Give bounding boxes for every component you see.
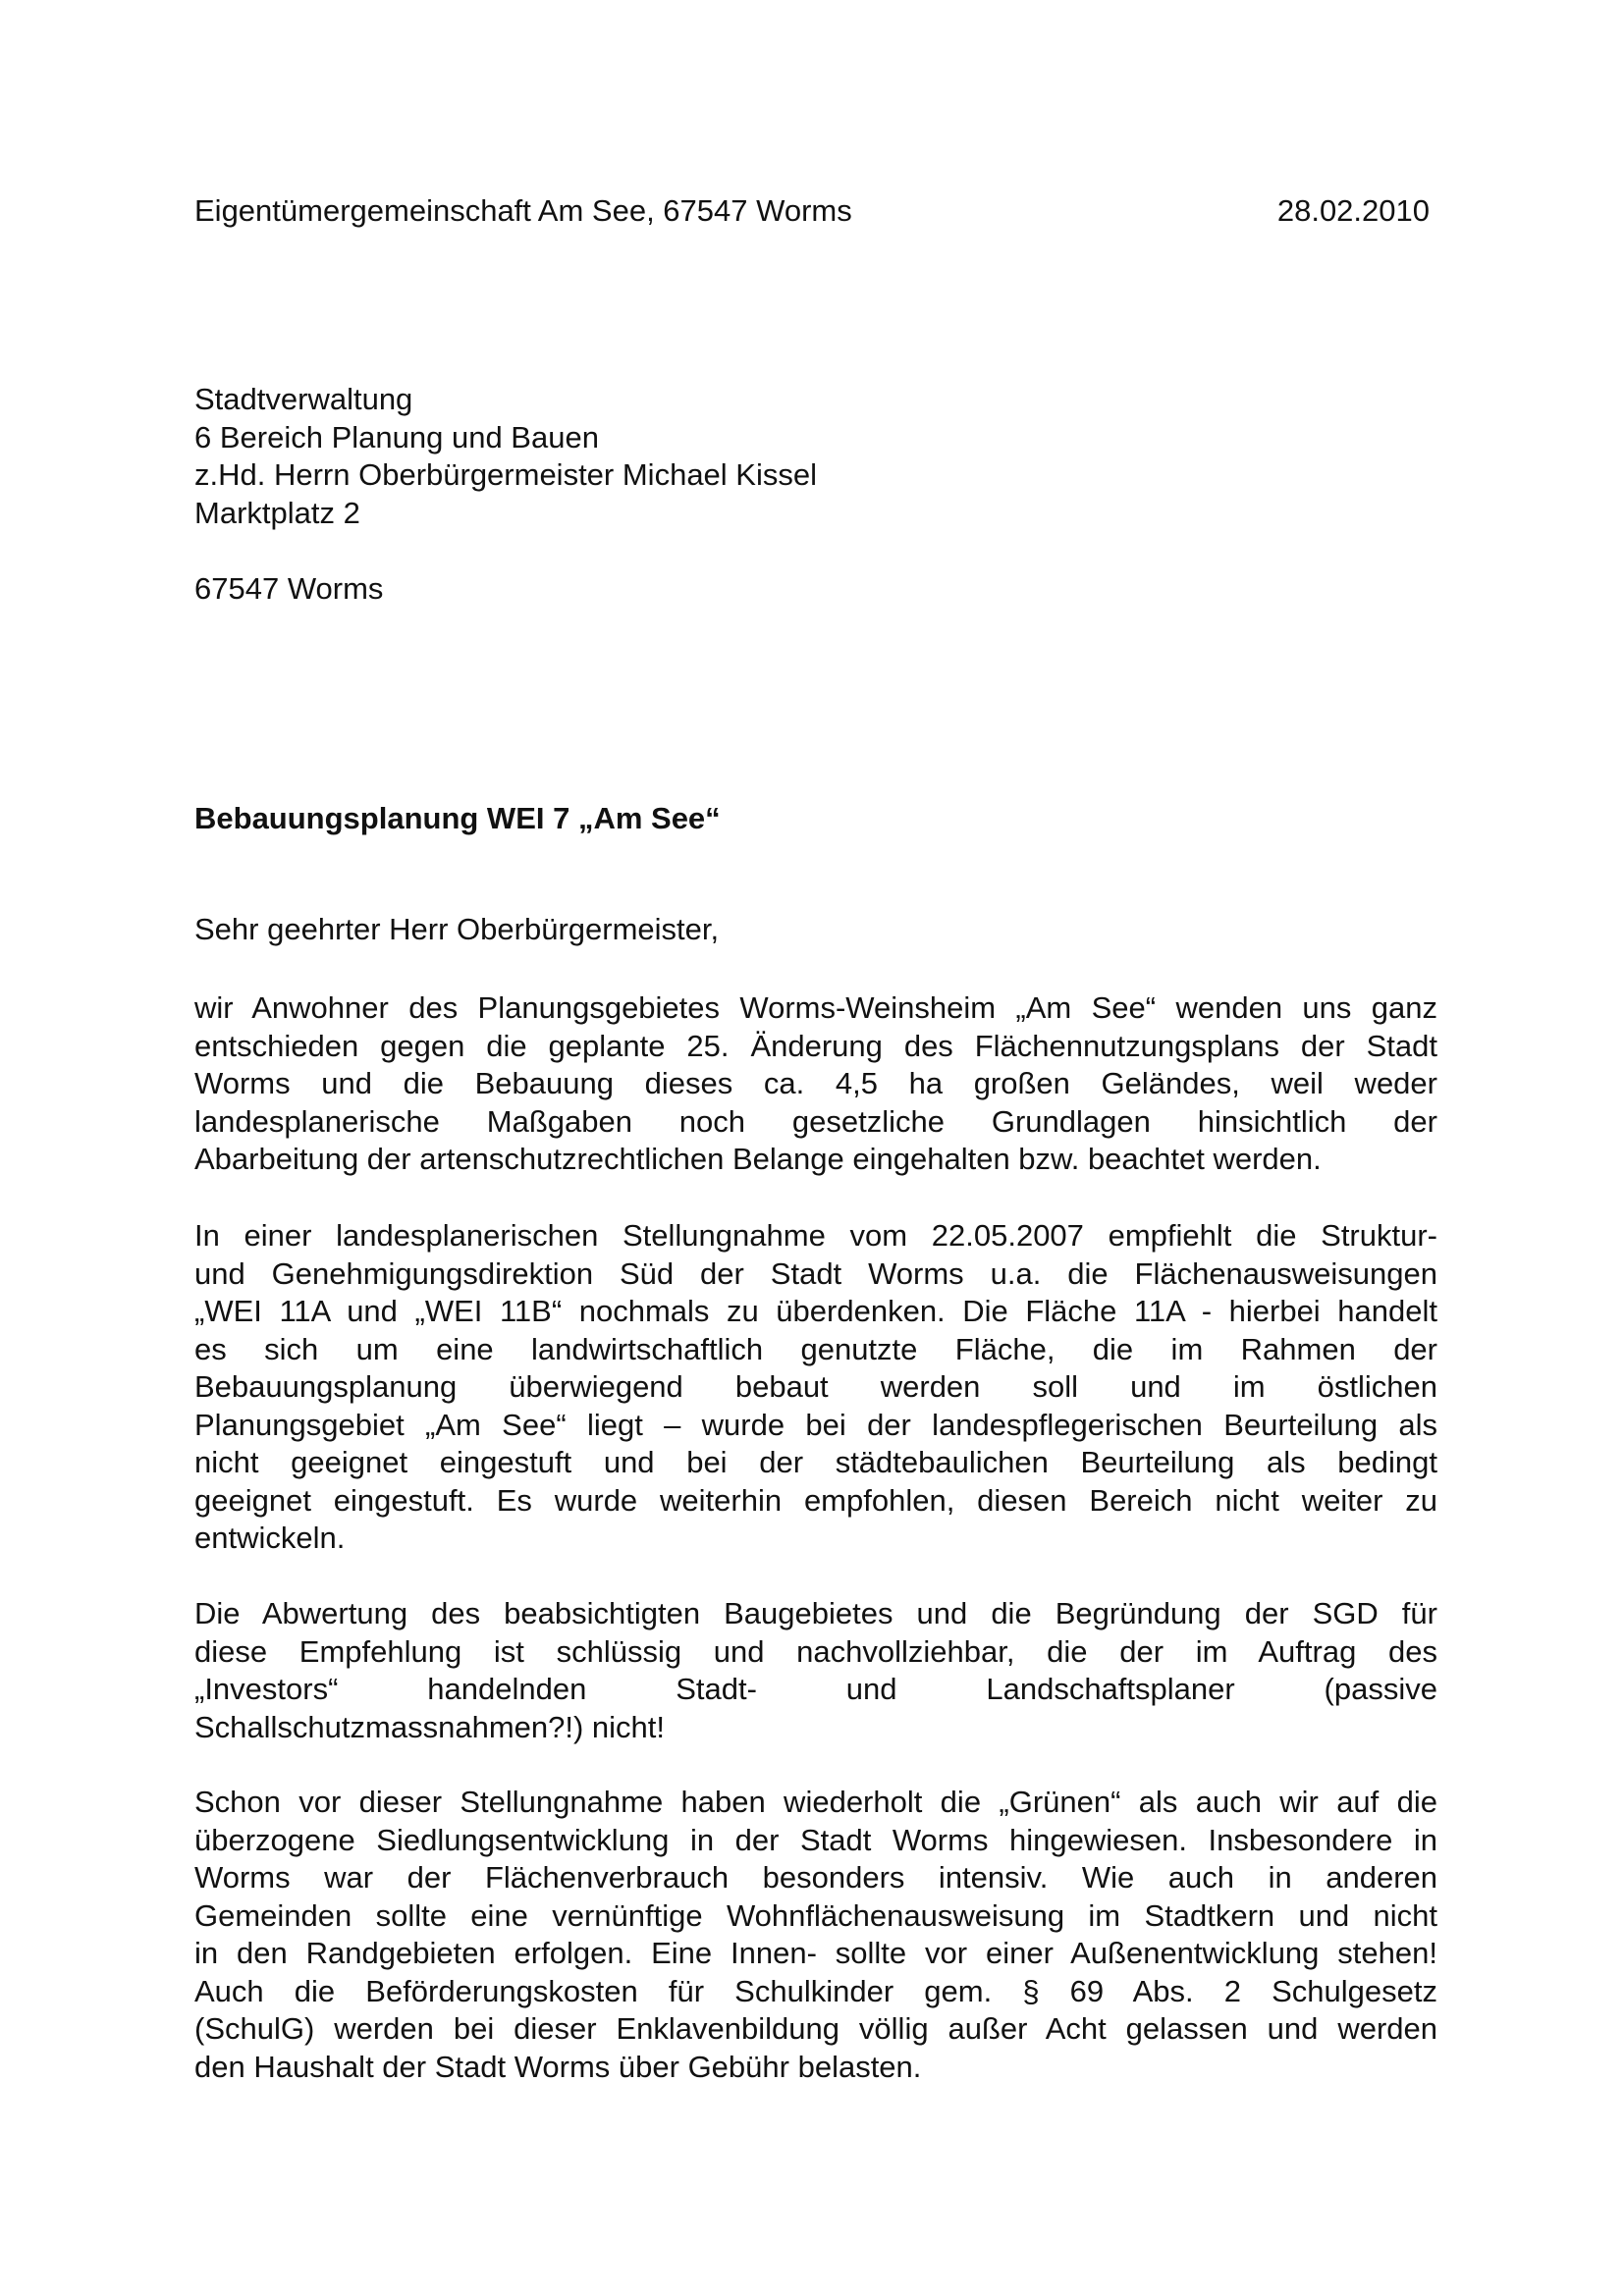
letterhead — [194, 192, 1430, 231]
paragraph-line: Schon vor dieser Stellungnahme haben wiederholt die „Grünen“ als auch wir auf die — [194, 1785, 1437, 1819]
paragraph-line: wir Anwohner des Planungsgebietes Worms-Weinsheim „Am See“ wenden uns ganz — [194, 990, 1437, 1025]
paragraph-line: landesplanerische Maßgaben noch gesetzliche Grundlagen hinsichtlich der — [194, 1103, 1437, 1139]
body-paragraph — [194, 1217, 1437, 1558]
paragraph-line: überzogene Siedlungsentwicklung in der Stadt Worms hingewiesen. Insbesondere in — [194, 1822, 1437, 1857]
paragraph-line: Worms und die Bebauung dieses ca. 4,5 ha großen Geländes, weil weder — [194, 1066, 1437, 1100]
sender-address: Eigentümergemeinschaft Am See, 67547 Worms — [194, 193, 852, 228]
paragraph-line: nicht geeignet eingestuft und bei der städtebaulichen Beurteilung als bedingt — [194, 1445, 1437, 1479]
paragraph-line: entwickeln. — [194, 1521, 346, 1555]
paragraph-line: geeignet eingestuft. Es wurde weiterhin empfohlen, diesen Bereich nicht weiter zu — [194, 1482, 1437, 1518]
body-paragraph — [194, 1595, 1437, 1746]
paragraph-line: den Haushalt der Stadt Worms über Gebühr belasten. — [194, 2049, 922, 2084]
paragraph-line: „Investors“ handelnden Stadt- und Landschaftsplaner (passive — [194, 1672, 1437, 1706]
recipient-line: Stadtverwaltung — [194, 382, 413, 416]
blank-line — [194, 532, 1274, 570]
paragraph-line: Planungsgebiet „Am See“ liegt – wurde bei der landespflegerischen Beurteilung als — [194, 1407, 1437, 1442]
paragraph-line: es sich um eine landwirtschaftlich genutzte Fläche, die im Rahmen der — [194, 1331, 1437, 1366]
body-paragraph — [194, 989, 1437, 1179]
body-paragraph — [194, 1784, 1437, 2086]
paragraph-line: Die Abwertung des beabsichtigten Baugebietes und die Begründung der SGD für — [194, 1596, 1437, 1630]
recipient-city: 67547 Worms — [194, 570, 384, 606]
paragraph-line: Abarbeitung der artenschutzrechtlichen Belange eingehalten bzw. beachtet werden. — [194, 1142, 1322, 1176]
paragraph-line: (SchulG) werden bei dieser Enklavenbildung völlig außer Acht gelassen und werden — [194, 2011, 1437, 2046]
subject-line: Bebauungsplanung WEI 7 „Am See“ — [194, 801, 721, 835]
paragraph-line: In einer landesplanerischen Stellungnahme vom 22.05.2007 empfiehlt die Struktur- — [194, 1218, 1437, 1253]
paragraph-line: in den Randgebieten erfolgen. Eine Innen- sollte vor einer Außenentwicklung stehen! — [194, 1936, 1437, 1970]
recipient-line: Marktplatz 2 — [194, 495, 360, 530]
recipient-line: 6 Bereich Planung und Bauen — [194, 419, 599, 454]
paragraph-line: Bebauungsplanung überwiegend bebaut werden soll und im östlichen — [194, 1369, 1437, 1404]
letter-date: 28.02.2010 — [1276, 193, 1430, 228]
paragraph-line: und Genehmigungsdirektion Süd der Stadt Worms u.a. die Flächenausweisungen — [194, 1255, 1437, 1291]
paragraph-line: Gemeinden sollte eine vernünftige Wohnflächenausweisung im Stadtkern und nicht — [194, 1897, 1437, 1933]
paragraph-line: diese Empfehlung ist schlüssig und nachvollziehbar, die der im Auftrag des — [194, 1633, 1437, 1669]
recipient-line: z.Hd. Herrn Oberbürgermeister Michael Kissel — [194, 457, 817, 492]
paragraph-line: entschieden gegen die geplante 25. Änderung des Flächennutzungsplans der Stadt — [194, 1028, 1437, 1063]
paragraph-line: Worms war der Flächenverbrauch besonders intensiv. Wie auch in anderen — [194, 1860, 1437, 1895]
paragraph-line: Schallschutzmassnahmen?!) nicht! — [194, 1709, 666, 1744]
recipient-address — [194, 381, 1274, 608]
paragraph-line: Auch die Beförderungskosten für Schulkinder gem. § 69 Abs. 2 Schulgesetz — [194, 1973, 1437, 2008]
paragraph-line: „WEI 11A und „WEI 11B“ nochmals zu überdenken. Die Fläche 11A - hierbei handelt — [194, 1294, 1437, 1328]
salutation: Sehr geehrter Herr Oberbürgermeister, — [194, 912, 720, 946]
